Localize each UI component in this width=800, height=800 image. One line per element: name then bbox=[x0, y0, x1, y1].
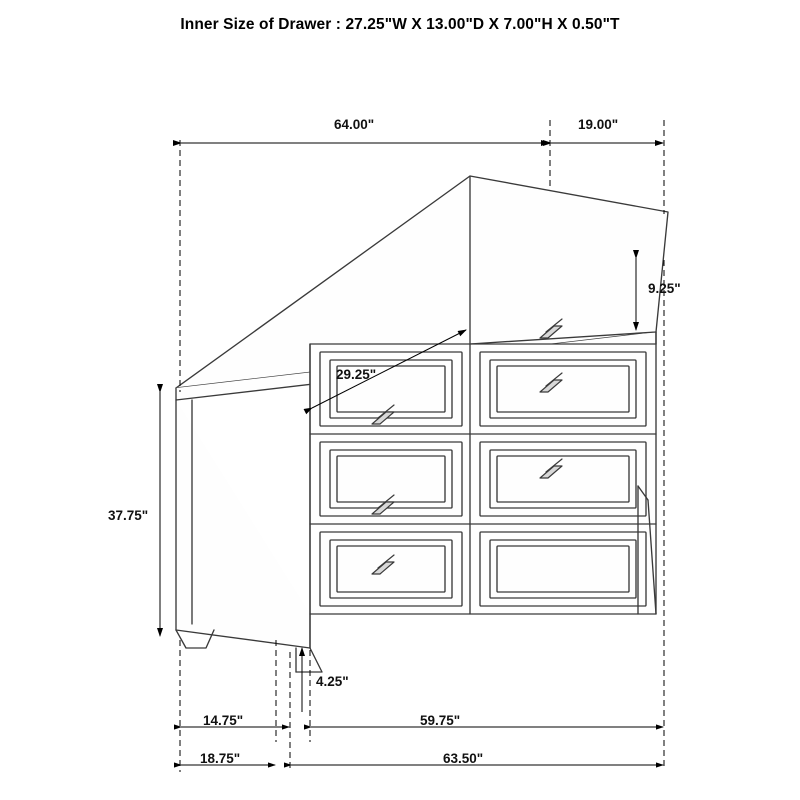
dimension-label-leg-height: 4.25" bbox=[316, 674, 349, 689]
dimension-label-top-width-side: 19.00" bbox=[578, 117, 619, 132]
dresser-outline bbox=[176, 176, 668, 672]
dimension-label-base-front-width: 59.75" bbox=[420, 713, 461, 728]
page-title: Inner Size of Drawer : 27.25"W X 13.00"D X 7.00"H X 0.50"T bbox=[180, 16, 620, 33]
dimension-label-base-side-width: 14.75" bbox=[203, 713, 244, 728]
dimension-label-top-depth-diagonal: 29.25" bbox=[336, 367, 377, 382]
dimension-label-top-width-front: 64.00" bbox=[334, 117, 375, 132]
dimension-label-top-drawer-height: 9.25" bbox=[648, 281, 681, 296]
dimension-label-overall-height: 37.75" bbox=[108, 508, 149, 523]
dimension-label-footprint-side-width: 18.75" bbox=[200, 751, 241, 766]
dimension-label-footprint-front-width: 63.50" bbox=[443, 751, 484, 766]
